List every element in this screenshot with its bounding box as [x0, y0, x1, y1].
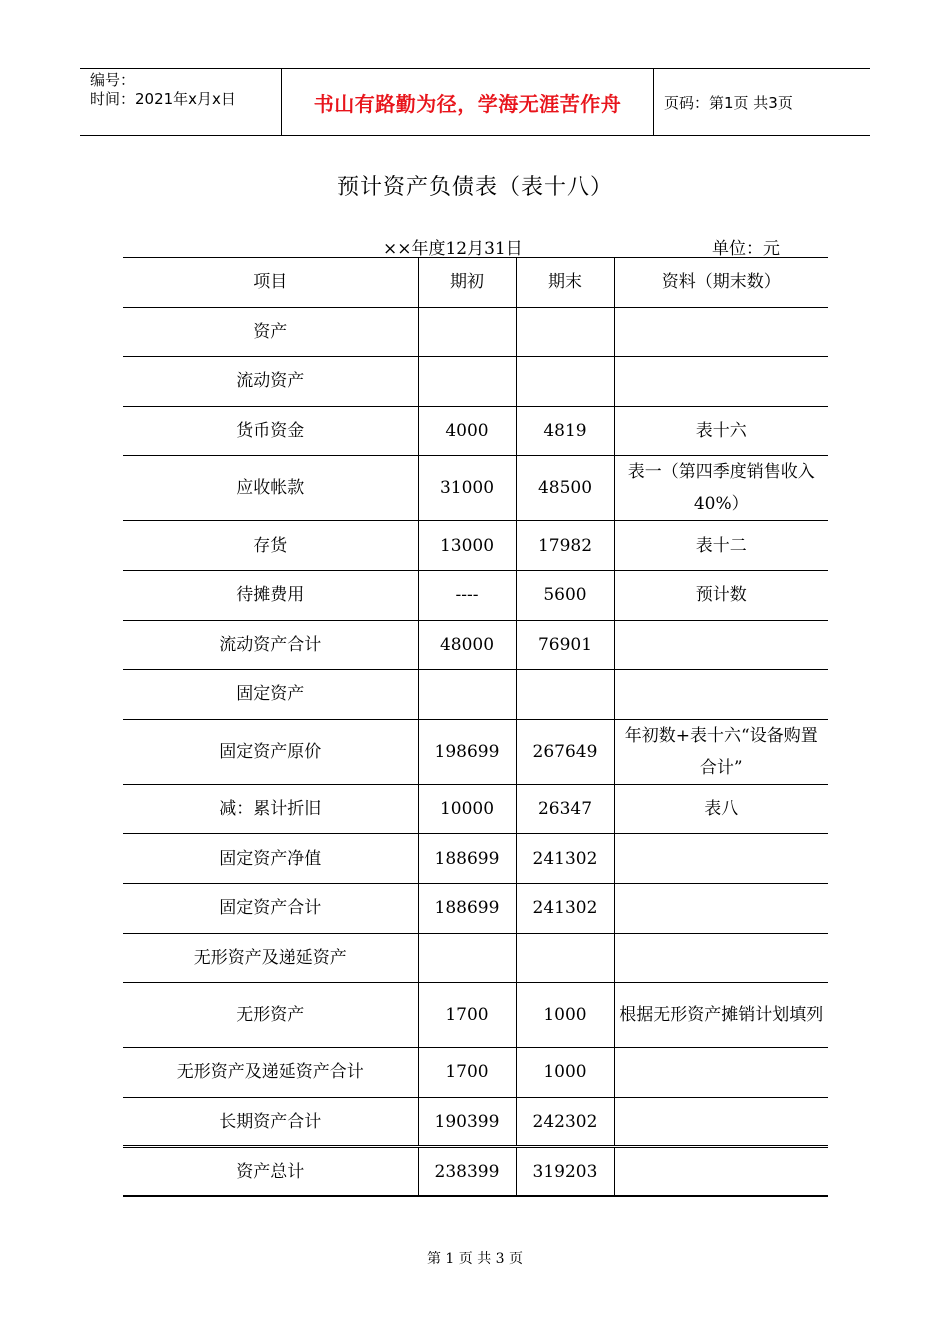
balance-sheet-table — [123, 257, 828, 1197]
table-row — [123, 983, 828, 1048]
cell-begin: 31000 — [418, 456, 516, 521]
doc-code-label: 编号： — [90, 71, 136, 89]
table-row — [123, 834, 828, 884]
report-unit: 单位：元 — [712, 239, 780, 259]
cell-end: 267649 — [516, 719, 614, 784]
cell-note — [614, 620, 828, 670]
cell-note: 表十六 — [614, 406, 828, 456]
page-header — [80, 68, 870, 136]
header-meta — [80, 69, 282, 135]
cell-item: 固定资产原价 — [123, 719, 418, 784]
cell-begin: 4000 — [418, 406, 516, 456]
cell-note: 表十二 — [614, 521, 828, 571]
cell-note: 预计数 — [614, 570, 828, 620]
cell-item: 固定资产 — [123, 670, 418, 720]
cell-begin — [418, 357, 516, 407]
cell-begin: 190399 — [418, 1097, 516, 1147]
cell-end: 1000 — [516, 1048, 614, 1098]
cell-begin — [418, 670, 516, 720]
cell-note — [614, 933, 828, 983]
cell-end: 17982 — [516, 521, 614, 571]
cell-begin — [418, 307, 516, 357]
cell-item: 待摊费用 — [123, 570, 418, 620]
cell-end — [516, 933, 614, 983]
table-row — [123, 570, 828, 620]
column-header-end: 期末 — [516, 258, 614, 308]
cell-note — [614, 1147, 828, 1197]
cell-note: 根据无形资产摊销计划填列 — [614, 983, 828, 1048]
table-row — [123, 1147, 828, 1197]
cell-note — [614, 307, 828, 357]
cell-item: 长期资产合计 — [123, 1097, 418, 1147]
cell-item: 货币资金 — [123, 406, 418, 456]
cell-item: 流动资产合计 — [123, 620, 418, 670]
cell-end: 5600 — [516, 570, 614, 620]
doc-time-label: 时间：2021年x月x日 — [90, 90, 236, 108]
table-header-row — [123, 258, 828, 308]
table-row — [123, 883, 828, 933]
table-row — [123, 670, 828, 720]
table-row — [123, 933, 828, 983]
cell-note — [614, 834, 828, 884]
cell-begin: 48000 — [418, 620, 516, 670]
cell-begin: 13000 — [418, 521, 516, 571]
cell-end: 242302 — [516, 1097, 614, 1147]
cell-end: 26347 — [516, 784, 614, 834]
cell-item: 流动资产 — [123, 357, 418, 407]
column-header-item: 项目 — [123, 258, 418, 308]
cell-end: 319203 — [516, 1147, 614, 1197]
cell-end — [516, 307, 614, 357]
cell-item: 无形资产及递延资产 — [123, 933, 418, 983]
table-row — [123, 719, 828, 784]
cell-begin: 188699 — [418, 883, 516, 933]
cell-end: 241302 — [516, 834, 614, 884]
cell-begin: 238399 — [418, 1147, 516, 1197]
table-row — [123, 1048, 828, 1098]
cell-note — [614, 1048, 828, 1098]
table-row — [123, 620, 828, 670]
cell-item: 无形资产及递延资产合计 — [123, 1048, 418, 1098]
header-slogan: 书山有路勤为径，学海无涯苦作舟 — [282, 69, 654, 135]
cell-begin — [418, 933, 516, 983]
cell-item: 固定资产净值 — [123, 834, 418, 884]
cell-note — [614, 357, 828, 407]
cell-end: 48500 — [516, 456, 614, 521]
column-header-note: 资料（期末数） — [614, 258, 828, 308]
cell-note — [614, 1097, 828, 1147]
cell-end: 4819 — [516, 406, 614, 456]
table-row — [123, 307, 828, 357]
cell-note: 表八 — [614, 784, 828, 834]
table-row — [123, 1097, 828, 1147]
cell-end: 241302 — [516, 883, 614, 933]
table-row — [123, 357, 828, 407]
cell-item: 无形资产 — [123, 983, 418, 1048]
cell-begin: 1700 — [418, 1048, 516, 1098]
cell-item: 应收帐款 — [123, 456, 418, 521]
cell-begin: ---- — [418, 570, 516, 620]
table-row — [123, 784, 828, 834]
cell-end — [516, 357, 614, 407]
cell-begin: 1700 — [418, 983, 516, 1048]
cell-note — [614, 670, 828, 720]
cell-item: 资产总计 — [123, 1147, 418, 1197]
header-page-number: 页码：第1页 共3页 — [664, 93, 793, 112]
cell-item: 减：累计折旧 — [123, 784, 418, 834]
cell-item: 资产 — [123, 307, 418, 357]
cell-end: 1000 — [516, 983, 614, 1048]
cell-end: 76901 — [516, 620, 614, 670]
cell-note — [614, 883, 828, 933]
document-title: 预计资产负债表（表十八） — [336, 175, 613, 200]
cell-note: 年初数+表十六“设备购置合计” — [614, 719, 828, 784]
table-row — [123, 456, 828, 521]
page-footer: 第 1 页 共 3 页 — [426, 1251, 524, 1267]
cell-begin: 10000 — [418, 784, 516, 834]
cell-item: 存货 — [123, 521, 418, 571]
table-row — [123, 406, 828, 456]
column-header-begin: 期初 — [418, 258, 516, 308]
cell-end — [516, 670, 614, 720]
cell-begin: 198699 — [418, 719, 516, 784]
cell-begin: 188699 — [418, 834, 516, 884]
cell-note: 表一（第四季度销售收入40%） — [614, 456, 828, 521]
cell-item: 固定资产合计 — [123, 883, 418, 933]
table-row — [123, 521, 828, 571]
report-date: ××年度12月31日 — [383, 239, 523, 259]
